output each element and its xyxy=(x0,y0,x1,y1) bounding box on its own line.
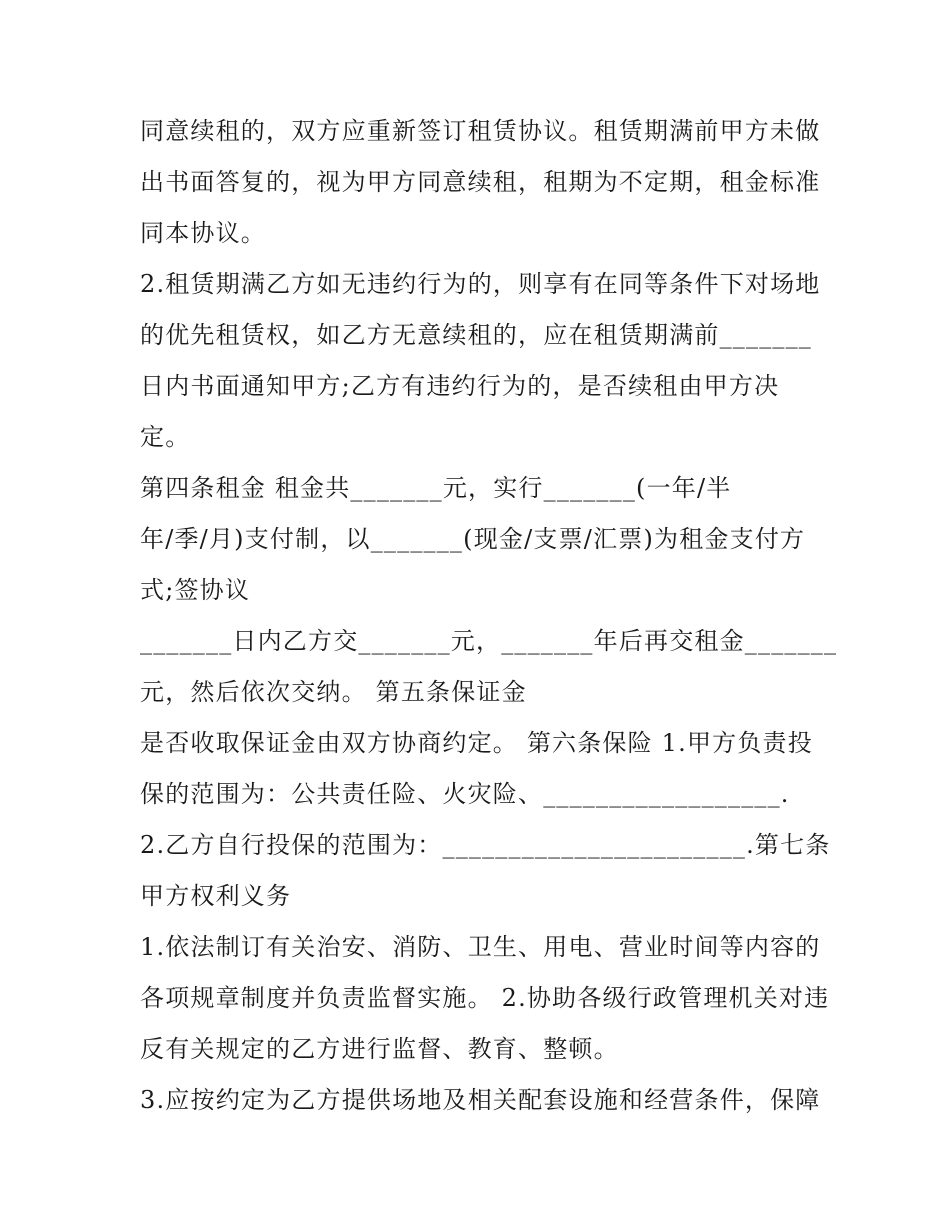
text-line: 甲方权利义务 xyxy=(140,882,292,910)
text-line: 年/季/月)支付制，以_______(现金/支票/汇票)为租金支付方 xyxy=(140,525,806,553)
text-line: 日内书面通知甲方;乙方有违约行为的，是否续租由甲方决 xyxy=(140,372,780,400)
text-line: 的优先租赁权，如乙方无意续租的，应在租赁期满前_______ xyxy=(140,321,812,349)
document-body xyxy=(140,106,840,1126)
text-line: 定。 xyxy=(140,423,191,451)
text-line: 元，然后依次交纳。 第五条保证金 xyxy=(140,678,527,706)
text-line: 第四条租金 租金共_______元，实行_______(一年/半 xyxy=(140,474,732,502)
text-line: 反有关规定的乙方进行监督、教育、整顿。 xyxy=(140,1035,619,1063)
text-line: 出书面答复的，视为甲方同意续租，租期为不定期，租金标准 xyxy=(140,168,821,196)
text-line: 3.应按约定为乙方提供场地及相关配套设施和经营条件，保障 xyxy=(140,1086,821,1114)
text-line: 2.乙方自行投保的范围为：_______________________.第七条 xyxy=(140,831,831,859)
text-line: 各项规章制度并负责监督实施。 2.协助各级行政管理机关对违 xyxy=(140,984,830,1012)
text-line: 式;签协议 xyxy=(140,576,251,604)
text-line: 同本协议。 xyxy=(140,219,266,247)
text-line: 保的范围为：公共责任险、火灾险、__________________. xyxy=(140,780,790,808)
text-line: 同意续租的，双方应重新签订租赁协议。租赁期满前甲方未做 xyxy=(140,117,821,145)
text-line: _______日内乙方交_______元，_______年后再交租金_______ xyxy=(140,627,838,655)
text-line: 是否收取保证金由双方协商约定。 第六条保险 1.甲方负责投 xyxy=(140,729,813,757)
text-line: 1.依法制订有关治安、消防、卫生、用电、营业时间等内容的 xyxy=(140,933,821,961)
text-line: 2.租赁期满乙方如无违约行为的，则享有在同等条件下对场地 xyxy=(140,270,821,298)
